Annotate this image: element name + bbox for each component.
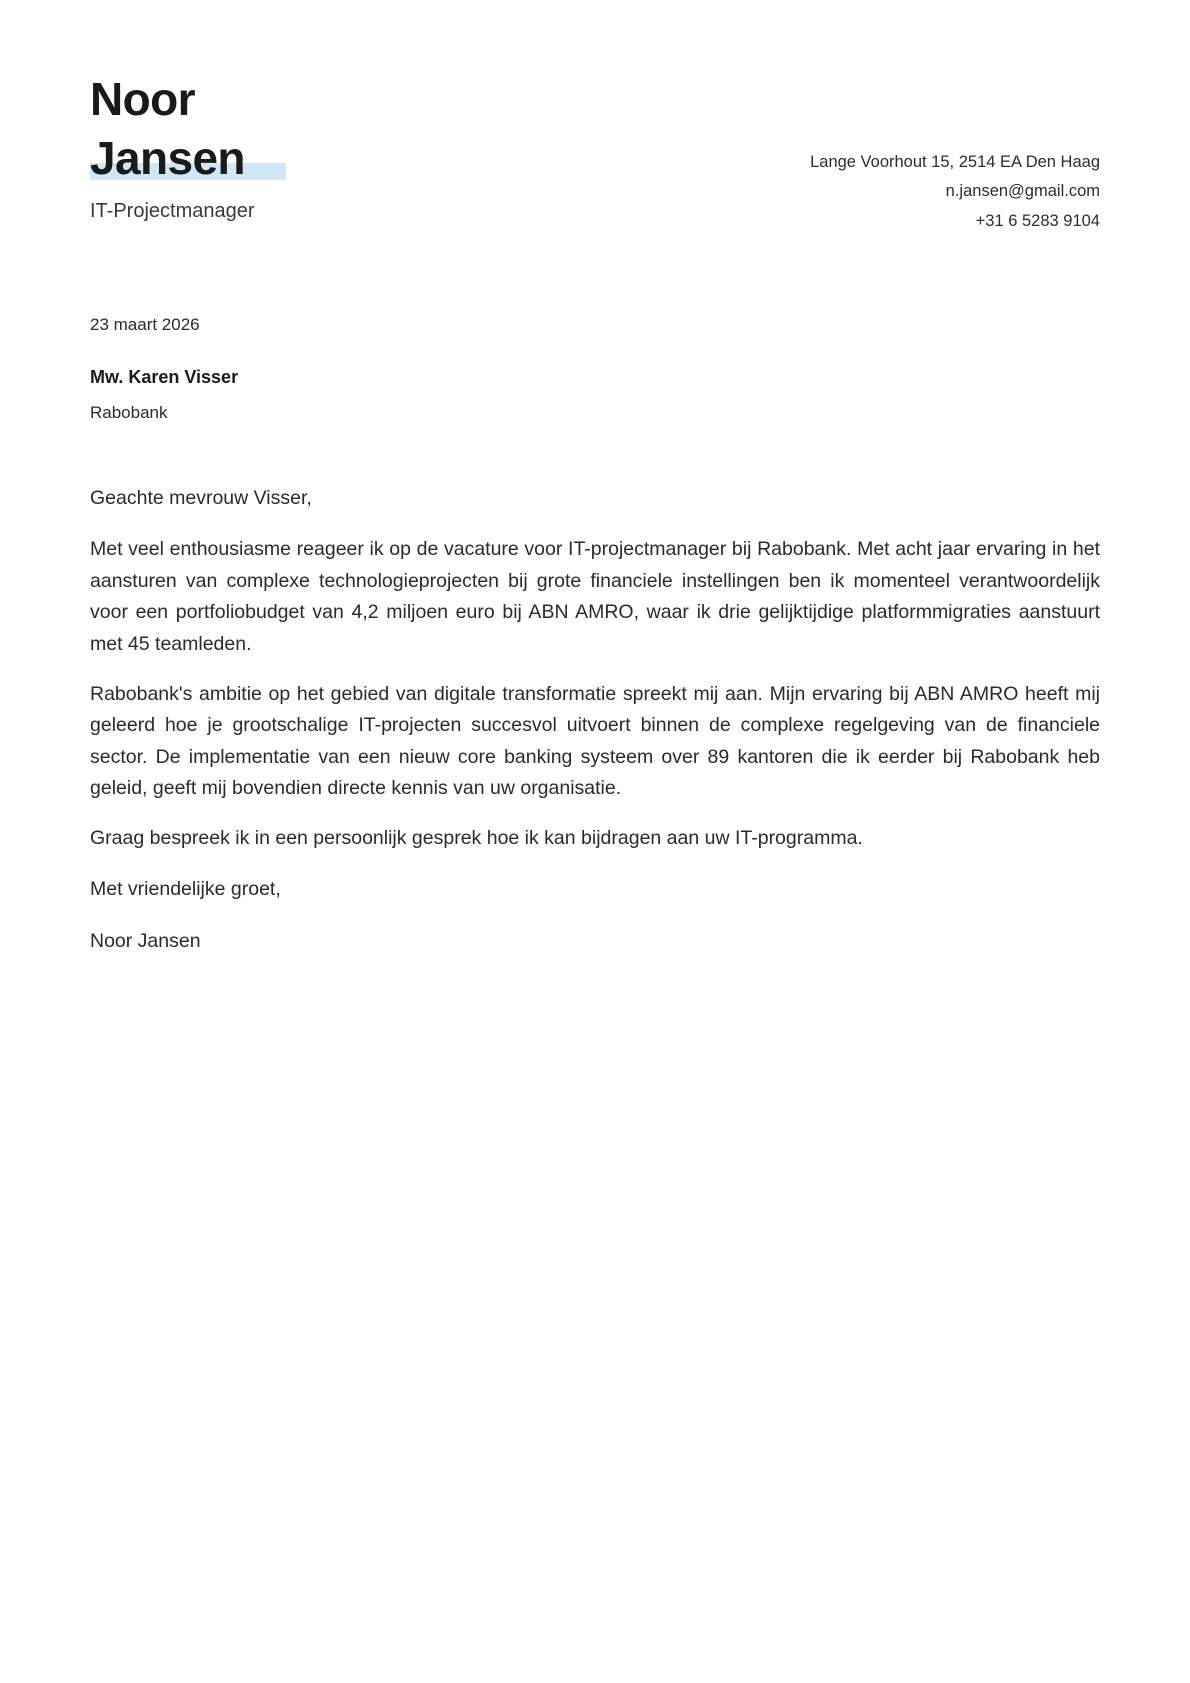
sender-last-name-line [90, 129, 520, 188]
letter-salutation: Geachte mevrouw Visser, [90, 486, 312, 509]
sender-first-name: Noor [90, 73, 195, 125]
letter-header [90, 70, 1100, 236]
letter-body [90, 483, 1100, 958]
contact-address: Lange Voorhout 15, 2514 EA Den Haag [810, 153, 1100, 171]
letter-date: 23 maart 2026 [90, 315, 200, 335]
sender-contact-block [810, 70, 1100, 236]
sender-first-name-line [90, 70, 520, 129]
contact-email[interactable]: n.jansen@gmail.com [945, 182, 1100, 201]
letter-paragraph-1: Met veel enthousiasme reageer ik op de vacature voor IT-projectmanager bij Rabobank. Met acht jaar ervaring in het aansturen van complexe technologieprojecten bij grote financiele instellingen ben ik momenteel verantwoordelijk voor een portfoliobudget van 4,2 miljoen euro bij ABN AMRO, waar ik drie gelijktijdige platformmigraties aanstuurt met 45 teamleden. [90, 538, 1100, 655]
sender-identity [90, 70, 520, 224]
contact-phone[interactable]: +31 6 5283 9104 [975, 211, 1100, 230]
letter-paragraph-3: Graag bespreek ik in een persoonlijk gesprek hoe ik kan bijdragen aan uw IT-programma. [90, 826, 863, 849]
sender-last-name: Jansen [90, 131, 245, 184]
letter-meta [90, 312, 1100, 427]
letter-paragraph-2: Rabobank's ambitie op het gebied van digitale transformatie spreekt mij aan. Mijn ervaring bij ABN AMRO heeft mij geleerd hoe je grootschalige IT-projecten succesvol uitvoert binnen de complexe regelgeving van de financiele sector. De implementatie van een nieuw core banking systeem over 89 kantoren die ik eerder bij Rabobank heb geleid, geeft mij bovendien directe kennis van uw organisatie. [90, 682, 1100, 800]
sender-job-title: IT-Projectmanager [90, 199, 255, 222]
recipient-company: Rabobank [90, 403, 168, 423]
recipient-name: Mw. Karen Visser [90, 367, 239, 388]
letter-signature: Noor Jansen [90, 930, 201, 953]
letter-signoff: Met vriendelijke groet, [90, 878, 281, 901]
sender-name [90, 70, 520, 188]
